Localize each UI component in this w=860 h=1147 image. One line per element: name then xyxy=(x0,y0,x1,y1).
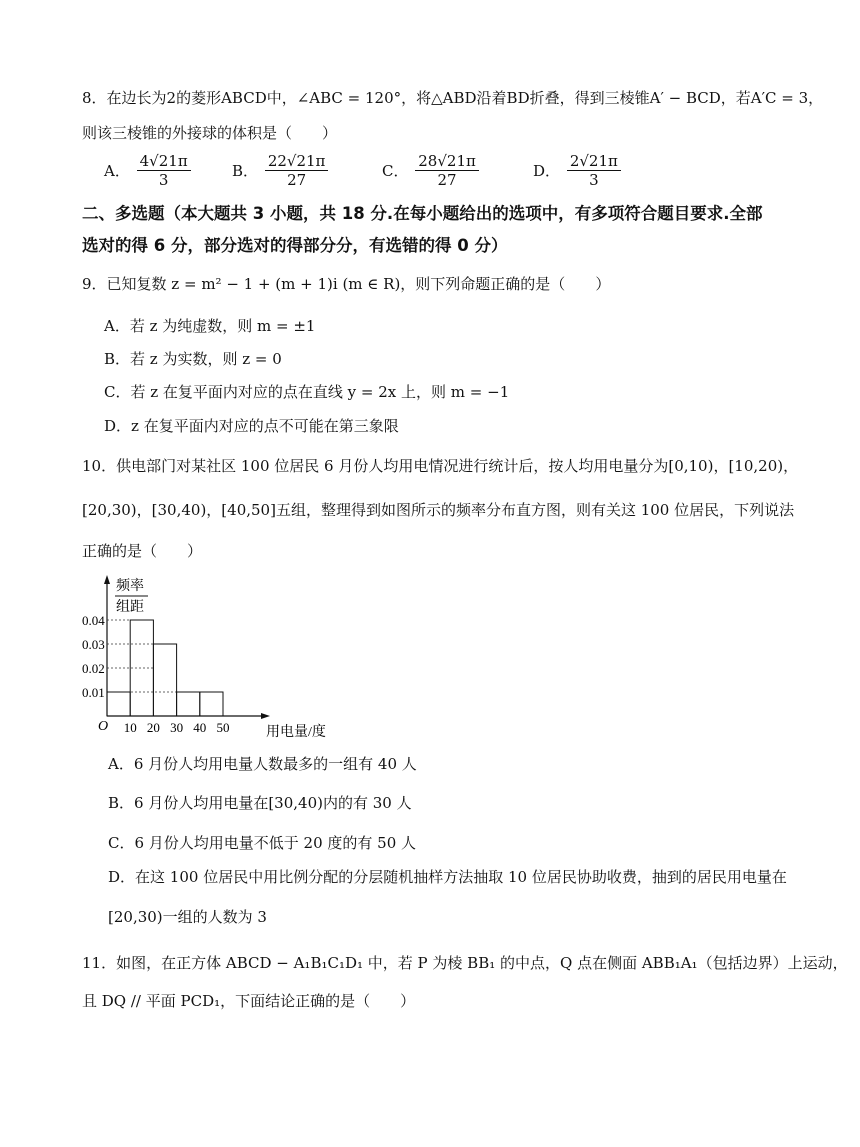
x-tick-label: 40 xyxy=(193,720,207,735)
fraction-denominator: 27 xyxy=(437,171,457,189)
histogram-bar xyxy=(200,692,223,716)
y-tick-label: 0.03 xyxy=(82,637,105,652)
option-letter: B． xyxy=(232,162,259,180)
x-tick-label: 10 xyxy=(123,720,137,735)
q8-stem-line1: 8．在边长为2的菱形ABCD中，∠ABC = 120°，将△ABD沿着BD折叠，得到三棱锥A′ − BCD，若A′C = 3， xyxy=(82,89,824,107)
q8-option-a[interactable] xyxy=(104,152,193,189)
x-tick-label: 20 xyxy=(146,720,160,735)
section-heading-line1: 二、多选题（本大题共 3 小题，共 18 分.在每小题给出的选项中，有多项符合题目要求.全部 xyxy=(82,204,763,223)
q10-stem-line2: [20,30)，[30,40)，[40,50]五组，整理得到如图所示的频率分布直方图，则有关这 100 位居民，下列说法 xyxy=(82,501,795,519)
fraction-denominator: 27 xyxy=(287,171,307,189)
y-tick-label: 0.01 xyxy=(82,685,105,700)
q10-option-a[interactable]: A．6 月份人均用电量人数最多的一组有 40 人 xyxy=(108,755,417,773)
option-letter: D． xyxy=(533,162,561,180)
histogram-bar xyxy=(107,692,130,716)
y-axis-arrow-icon xyxy=(104,575,110,584)
fraction-denominator: 3 xyxy=(589,171,599,189)
q11-stem-line2: 且 DQ // 平面 PCD₁，下面结论正确的是（ ） xyxy=(82,992,416,1010)
option-fraction xyxy=(265,152,329,189)
q9-option-a[interactable]: A．若 z 为纯虚数，则 m = ±1 xyxy=(104,317,316,335)
section-heading-line2: 选对的得 6 分，部分选对的得部分分，有选错的得 0 分） xyxy=(82,236,508,255)
histogram-bar xyxy=(130,620,153,716)
x-tick-label: 50 xyxy=(216,720,230,735)
q9-option-b[interactable]: B．若 z 为实数，则 z = 0 xyxy=(104,350,282,368)
x-axis-label: 用电量/度 xyxy=(266,725,326,740)
fraction-numerator: 22√21π xyxy=(265,152,329,171)
option-fraction xyxy=(137,152,191,189)
q9-option-d[interactable]: D．z 在复平面内对应的点不可能在第三象限 xyxy=(104,417,399,435)
frequency-histogram xyxy=(78,572,326,744)
option-fraction xyxy=(415,152,479,189)
q8-stem-line2: 则该三棱锥的外接球的体积是（ ） xyxy=(82,124,338,142)
q10-option-b[interactable]: B．6 月份人均用电量在[30,40)内的有 30 人 xyxy=(108,794,412,812)
histogram-x-ticks xyxy=(124,720,230,735)
x-axis-arrow-icon xyxy=(261,713,270,719)
q10-option-d-line2[interactable]: [20,30)一组的人数为 3 xyxy=(108,908,267,926)
q10-option-c[interactable]: C．6 月份人均用电量不低于 20 度的有 50 人 xyxy=(108,834,417,852)
q9-stem: 9．已知复数 z = m² − 1 + (m + 1)i (m ∈ R)，则下列命题正确的是（ ） xyxy=(82,275,611,293)
q10-option-d-line1[interactable]: D．在这 100 位居民中用比例分配的分层随机抽样方法抽取 10 位居民协助收费，抽到的居民用电量在 xyxy=(108,868,787,886)
option-fraction xyxy=(567,152,621,189)
q11-stem-line1: 11．如图，在正方体 ABCD − A₁B₁C₁D₁ 中，若 P 为棱 BB₁ 的中点，Q 点在侧面 ABB₁A₁（包括边界）上运动， xyxy=(82,954,848,972)
fraction-numerator: 28√21π xyxy=(415,152,479,171)
fraction-numerator: 2√21π xyxy=(567,152,621,171)
fraction-denominator: 3 xyxy=(158,171,169,189)
y-label-denominator: 组距 xyxy=(116,600,144,615)
option-letter: C． xyxy=(382,162,409,180)
option-letter: A． xyxy=(104,162,130,180)
histogram-axes xyxy=(98,575,326,740)
histogram-bar xyxy=(177,692,200,716)
q8-option-b[interactable] xyxy=(232,152,330,189)
histogram-y-ticks xyxy=(82,613,105,700)
histogram-bar xyxy=(153,644,176,716)
q8-option-d[interactable] xyxy=(533,152,623,189)
x-tick-label: 30 xyxy=(170,720,184,735)
y-tick-label: 0.04 xyxy=(82,613,105,628)
q8-option-c[interactable] xyxy=(382,152,481,189)
y-label-numerator: 频率 xyxy=(116,579,144,594)
y-tick-label: 0.02 xyxy=(82,661,105,676)
q10-stem-line3: 正确的是（ ） xyxy=(82,542,203,560)
fraction-numerator: 4√21π xyxy=(137,152,191,171)
q9-option-c[interactable]: C．若 z 在复平面内对应的点在直线 y = 2x 上，则 m = −1 xyxy=(104,383,510,401)
origin-label: O xyxy=(98,719,109,734)
q10-stem-line1: 10．供电部门对某社区 100 位居民 6 月份人均用电情况进行统计后，按人均用电量分为[0,10)，[10,20)， xyxy=(82,457,799,475)
